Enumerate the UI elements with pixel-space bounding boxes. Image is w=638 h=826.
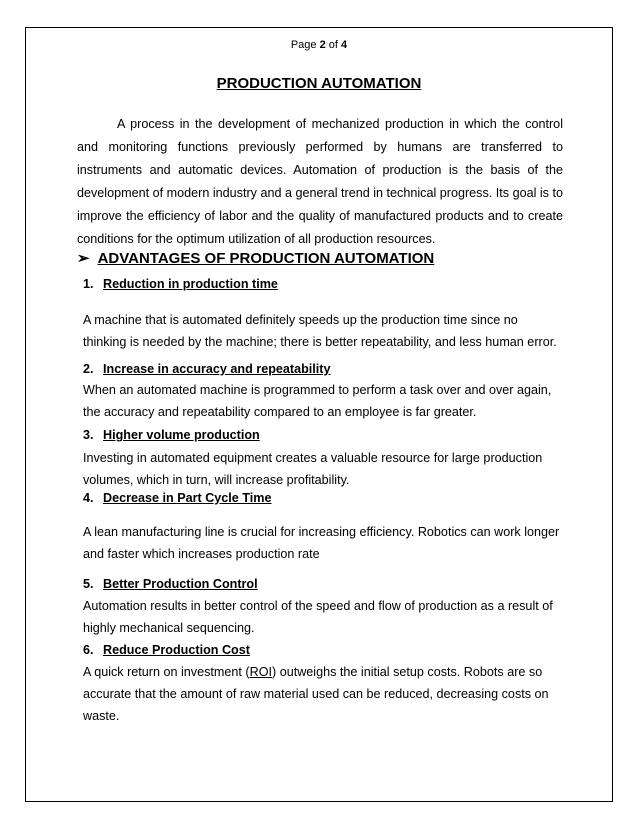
- section-heading-text: ADVANTAGES OF PRODUCTION AUTOMATION: [97, 249, 435, 267]
- item-body-3: Investing in automated equipment creates a valuable resource for large production volumes, which in turn, will increase profitability.: [83, 451, 543, 487]
- page-current: 2: [319, 39, 326, 51]
- item-body-1: A machine that is automated definitely speeds up the production time since no thinking is needed by the machine; there is better repeatability, and less human error.: [83, 313, 557, 349]
- item-title-2: 2. Increase in accuracy and repeatability: [83, 362, 331, 376]
- item-body-5: Automation results in better control of the speed and flow of production as a result of highly mechanical sequencing.: [83, 599, 553, 635]
- intro-paragraph: [77, 113, 563, 251]
- item-body-4: A lean manufacturing line is crucial for increasing efficiency. Robotics can work longer and faster which increases production rate: [83, 525, 560, 561]
- item-title-4: 4. Decrease in Part Cycle Time: [83, 491, 272, 505]
- intro-text: A process in the development of mechanized production in which the control and monitoring functions previously performed by humans are transferred to instruments and automatic devices. Automation of production is the basis of the development of modern industry and a general trend in technical progress. Its goal is to improve the efficiency of labor and the quality of manufactured products and to create conditions for the optimum utilization of all production resources.: [77, 117, 563, 246]
- page-total: 4: [341, 39, 348, 51]
- item-title-5: 5. Better Production Control: [83, 577, 258, 591]
- page-number: Page 2 of 4: [290, 39, 348, 51]
- section-heading: [77, 249, 434, 267]
- item-body-2: When an automated machine is programmed to perform a task over and over again, the accuracy and repeatability compared to an employee is far greater.: [83, 383, 552, 419]
- arrow-bullet-icon: ➢: [77, 250, 90, 267]
- item-title-6: 6. Reduce Production Cost: [83, 643, 250, 657]
- item-title-3: 3. Higher volume production: [83, 428, 260, 442]
- document-title: PRODUCTION AUTOMATION: [216, 75, 422, 92]
- item-title-1: 1. Reduction in production time: [83, 277, 278, 291]
- item-body-6: A quick return on investment (ROI) outweighs the initial setup costs. Robots are so accurate that the amount of raw material used can be reduced, decreasing costs on waste.: [83, 665, 549, 723]
- roi-link[interactable]: ROI: [249, 665, 272, 679]
